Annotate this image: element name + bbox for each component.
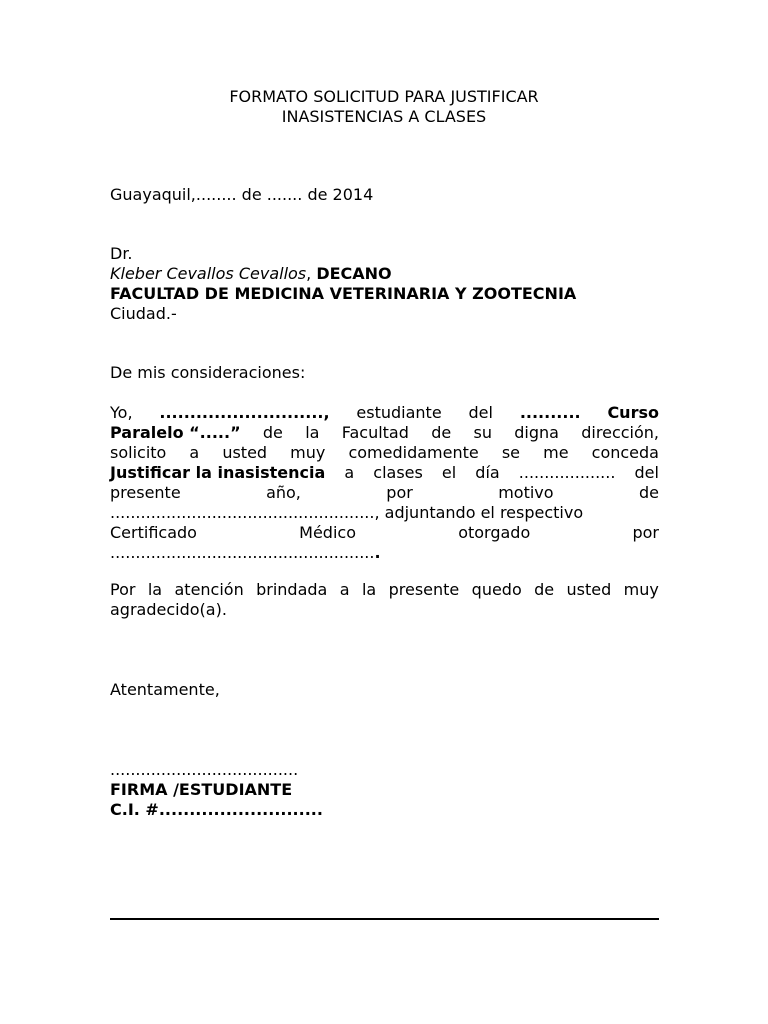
body-blank-course: .......... <box>519 403 581 422</box>
body-word: comedidamente <box>348 443 479 462</box>
recipient-faculty: FACULTAD DE MEDICINA VETERINARIA Y ZOOTECNIA <box>110 284 577 303</box>
closing-word: brindada <box>256 580 328 599</box>
body-line-1 <box>110 403 659 423</box>
body-blank-date: ................... <box>518 463 616 482</box>
body-word: de <box>431 423 452 442</box>
body-word: digna <box>514 423 559 442</box>
recipient-name: Kleber Cevallos Cevallos <box>110 264 307 283</box>
closing-word: muy <box>623 580 659 599</box>
body-word: el <box>441 463 457 482</box>
closing-word: a <box>339 580 350 599</box>
signature-ci: C.I. #........................... <box>110 800 323 819</box>
body-word: año, <box>266 483 301 502</box>
closing-word: quedo <box>471 580 522 599</box>
body-word: día <box>475 463 500 482</box>
signature-block <box>110 760 659 820</box>
body-line-3 <box>110 443 659 463</box>
body-word: Médico <box>299 523 356 542</box>
closing-word: usted <box>566 580 612 599</box>
sign-off-block <box>110 680 659 700</box>
closing-word: Por <box>110 580 136 599</box>
closing-word: atención <box>174 580 244 599</box>
body-word: su <box>473 423 492 442</box>
body-line-8 <box>110 543 659 563</box>
recipient-name-separator: , <box>306 264 317 283</box>
recipient-honorific: Dr. <box>110 244 133 263</box>
closing-word: presente <box>388 580 460 599</box>
body-word: solicito <box>110 443 167 462</box>
body-line-6: ...................................................., adjuntando el respectivo <box>110 503 584 522</box>
body-line-5 <box>110 483 659 503</box>
body-blank-name: ..........................., <box>159 403 330 422</box>
body-line-7 <box>110 523 659 543</box>
body-word: se <box>501 443 521 462</box>
title-line-2: INASISTENCIAS A CLASES <box>281 107 487 126</box>
signature-label: FIRMA /ESTUDIANTE <box>110 780 293 799</box>
greeting: De mis consideraciones: <box>110 363 306 382</box>
footer-rule <box>110 918 659 920</box>
body-word: otorgado <box>458 523 531 542</box>
body-word: del <box>634 463 659 482</box>
body-line-4 <box>110 463 659 483</box>
closing-line-2: agradecido(a). <box>110 600 227 619</box>
document-title <box>0 87 768 127</box>
closing-word: la <box>361 580 377 599</box>
body-word: por <box>386 483 413 502</box>
closing-word: de <box>534 580 555 599</box>
body-word: a <box>344 463 355 482</box>
title-line-1: FORMATO SOLICITUD PARA JUSTIFICAR <box>229 87 539 106</box>
recipient-position: DECANO <box>316 264 392 283</box>
recipient-block <box>110 244 659 324</box>
body-word: clases <box>373 463 423 482</box>
recipient-name-line <box>110 264 659 284</box>
body-word: estudiante <box>356 403 442 422</box>
sign-off: Atentamente, <box>110 680 220 699</box>
closing-line-1 <box>110 580 659 600</box>
body-word: de <box>262 423 283 442</box>
body-justificar: Justificar la inasistencia <box>110 463 326 482</box>
body-word: Curso <box>607 403 659 422</box>
body-word: muy <box>290 443 326 462</box>
closing-paragraph <box>110 580 659 620</box>
body-word: conceda <box>591 443 659 462</box>
body-word: usted <box>222 443 268 462</box>
body-word: por <box>632 523 659 542</box>
body-line-2 <box>110 423 659 443</box>
body-word: dirección, <box>581 423 659 442</box>
closing-word: la <box>147 580 163 599</box>
body-paragraph <box>110 403 659 563</box>
body-word: Facultad <box>341 423 409 442</box>
body-word: a <box>189 443 200 462</box>
body-word: presente <box>110 483 181 502</box>
date-line: Guayaquil,........ de ....... de 2014 <box>110 185 374 204</box>
body-word: la <box>305 423 320 442</box>
body-final-period: . <box>374 543 381 562</box>
signature-line: ..................................... <box>110 760 299 779</box>
recipient-city: Ciudad.- <box>110 304 177 323</box>
body-word: del <box>468 403 493 422</box>
body-word: motivo <box>498 483 554 502</box>
date-line-block <box>110 185 659 205</box>
body-word: Yo, <box>110 403 133 422</box>
body-blank-issuer: .................................................... <box>110 543 375 562</box>
greeting-block <box>110 363 659 383</box>
body-word: de <box>638 483 659 502</box>
body-word: me <box>543 443 569 462</box>
body-word: Certificado <box>110 523 197 542</box>
body-paralelo: Paralelo “.....” <box>110 423 241 442</box>
